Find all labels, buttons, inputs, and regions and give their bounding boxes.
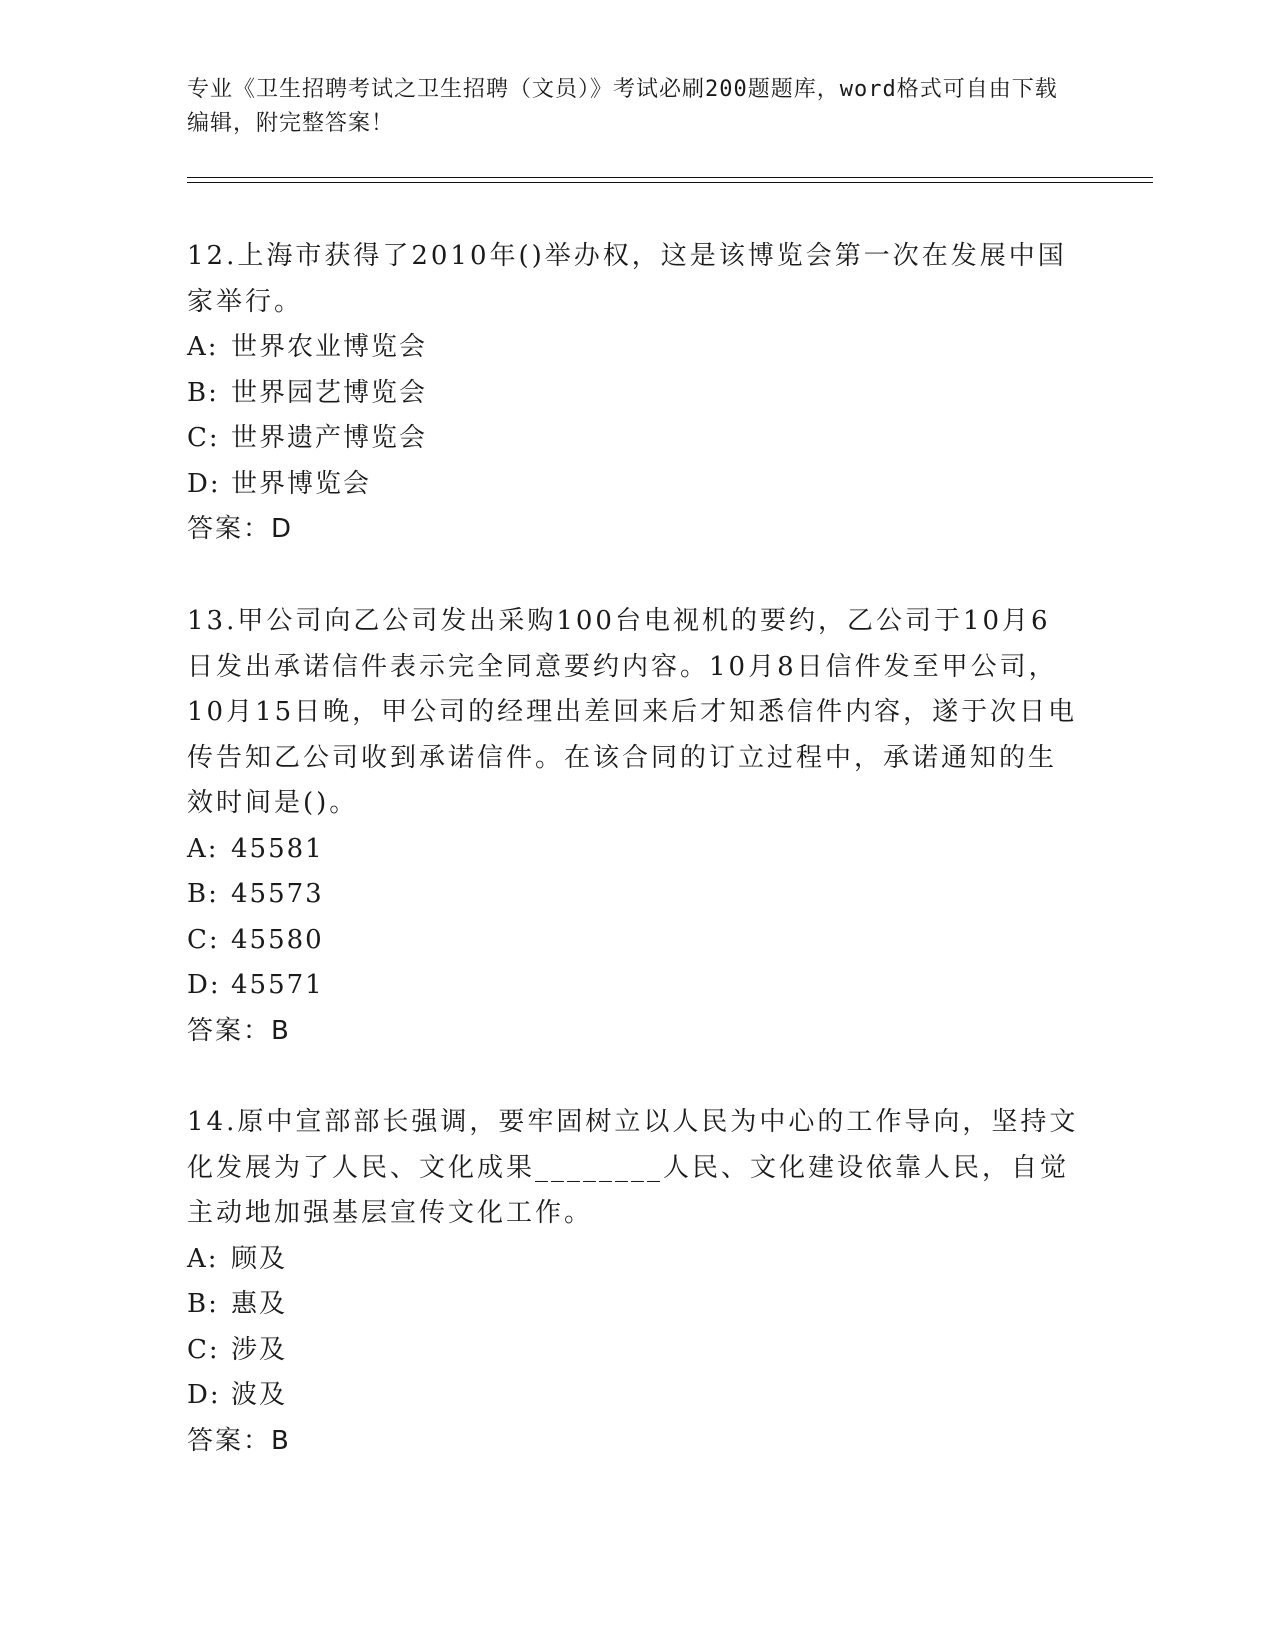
- option-text: 45571: [231, 970, 324, 1000]
- option-key: C:: [187, 423, 220, 453]
- answer-line: 答案：B: [187, 1015, 291, 1046]
- header-divider-bottom: [187, 182, 1153, 183]
- question-stem-line: 传告知乙公司收到承诺信件。在该合同的订立过程中，承诺通知的生: [187, 742, 1058, 773]
- option-text: 世界遗产博览会: [231, 423, 428, 453]
- option-d: [187, 963, 1087, 1009]
- question-stem-line: 14.原中宣部部长强调，要牢固树立以人民为中心的工作导向，坚持文: [187, 1107, 1079, 1137]
- option-text: 45580: [231, 924, 324, 955]
- option-c: [187, 416, 1087, 462]
- option-text: 45581: [231, 833, 324, 864]
- option-a: [187, 1237, 1087, 1283]
- option-c: [187, 1328, 1087, 1374]
- option-d: [187, 462, 1087, 508]
- question-13: [187, 599, 1087, 1054]
- option-key: B:: [187, 377, 219, 408]
- option-key: C:: [187, 1334, 220, 1365]
- header-text: 专业《卫生招聘考试之卫生招聘（文员）》考试必刷200题题库，word格式可自由下载编辑，附完整答案！: [187, 77, 1058, 136]
- option-text: 世界博览会: [231, 468, 372, 499]
- option-key: B:: [187, 1289, 219, 1319]
- question-stem-line: 家举行。: [187, 286, 304, 317]
- option-text: 波及: [231, 1380, 288, 1410]
- answer-line: 答案：D: [187, 514, 294, 544]
- option-a: [187, 827, 1087, 873]
- question-stem-line: 主动地加强基层宣传文化工作。: [187, 1198, 594, 1228]
- option-d: [187, 1373, 1087, 1419]
- option-key: A:: [187, 1243, 219, 1274]
- option-text: 涉及: [231, 1334, 288, 1365]
- option-b: [187, 371, 1087, 417]
- option-key: D:: [187, 1380, 221, 1410]
- question-14: [187, 1100, 1087, 1464]
- question-stem-line: 12.上海市获得了2010年()举办权，这是该博览会第一次在发展中国: [187, 241, 1067, 271]
- option-key: D:: [187, 468, 221, 499]
- question-stem-line: 日发出承诺信件表示完全同意要约内容。10月8日信件发至甲公司，: [187, 651, 1058, 682]
- option-b: [187, 1282, 1087, 1328]
- answer-line: 答案：B: [187, 1425, 291, 1456]
- question-stem-line: 化发展为了人民、文化成果________人民、文化建设依靠人民，自觉: [187, 1152, 1070, 1183]
- option-key: C:: [187, 924, 220, 955]
- question-12: [187, 234, 1087, 553]
- question-stem-line: 10月15日晚，甲公司的经理出差回来后才知悉信件内容，遂于次日电: [187, 697, 1078, 727]
- option-key: D:: [187, 970, 221, 1000]
- option-a: [187, 325, 1087, 371]
- option-text: 世界农业博览会: [231, 332, 428, 362]
- option-b: [187, 872, 1087, 918]
- option-key: A:: [187, 833, 219, 864]
- header-divider-top: [187, 177, 1153, 178]
- question-stem-line: 13.甲公司向乙公司发出采购100台电视机的要约，乙公司于10月6: [187, 606, 1051, 636]
- option-text: 45573: [231, 879, 324, 909]
- option-key: A:: [187, 332, 219, 362]
- question-stem-line: 效时间是()。: [187, 788, 359, 818]
- option-text: 世界园艺博览会: [231, 377, 428, 408]
- option-text: 顾及: [231, 1243, 288, 1274]
- option-key: B:: [187, 879, 219, 909]
- option-text: 惠及: [231, 1289, 288, 1319]
- option-c: [187, 918, 1087, 964]
